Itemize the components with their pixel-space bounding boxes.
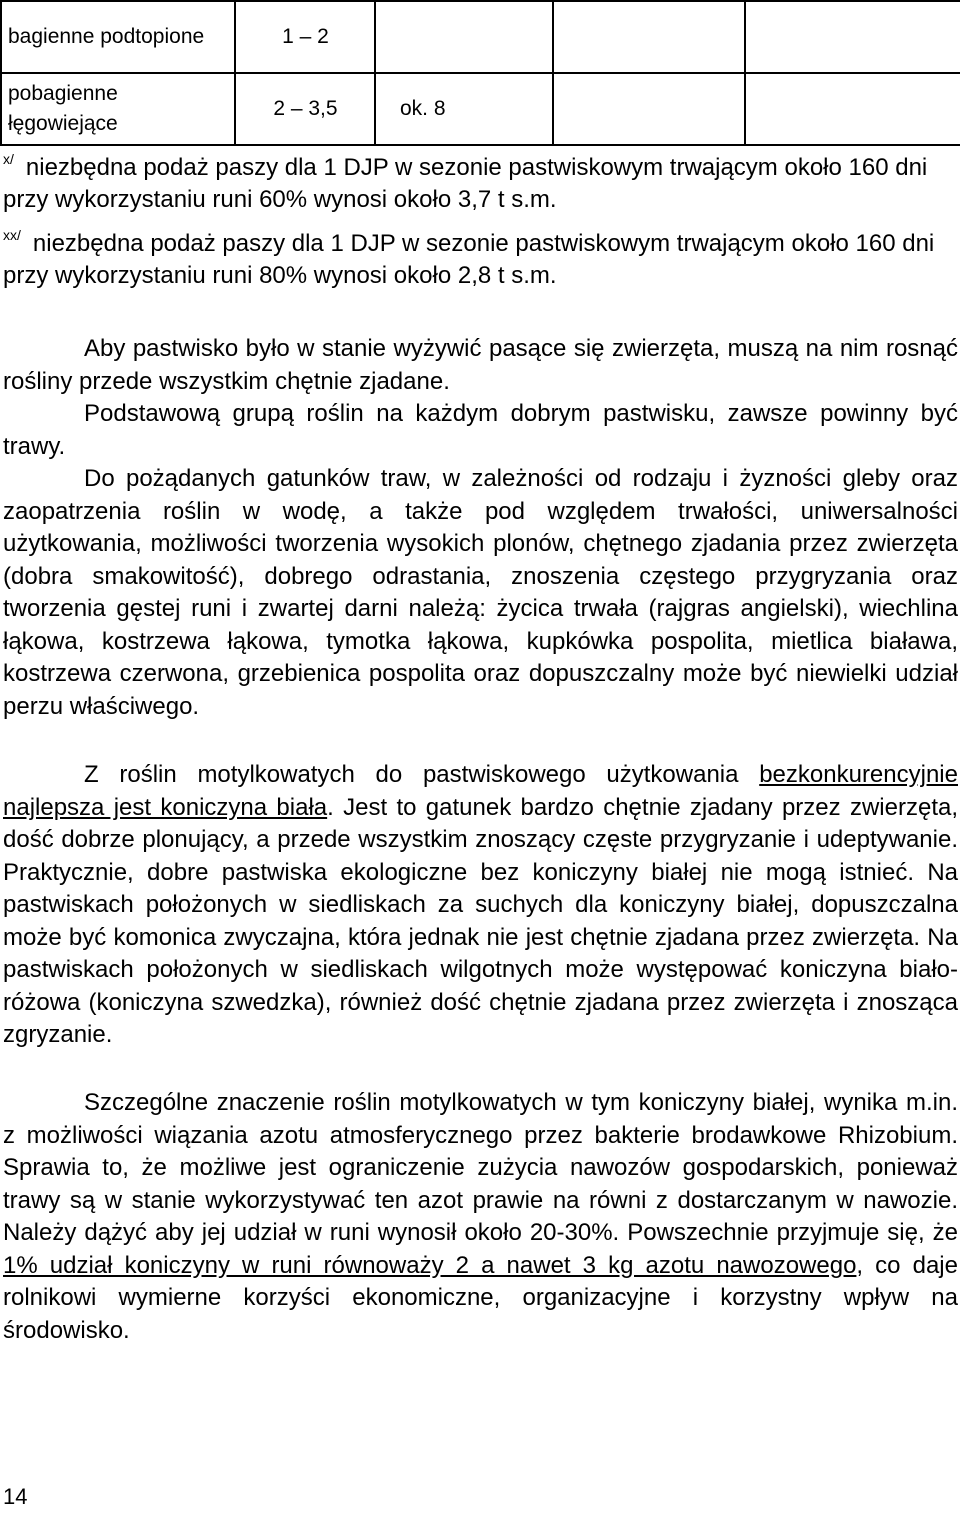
- footnote-mark: xx/: [3, 227, 21, 243]
- table-cell-empty: [745, 1, 960, 73]
- footnote-text: niezbędna podaż paszy dla 1 DJP w sezonie pastwiskowym trwającym około 160 dni przy wykorzystaniu runi 80% wynosi około 2,8 t s.m.: [3, 230, 935, 289]
- table-cell-extra: [375, 1, 552, 73]
- table-row: [1, 73, 960, 145]
- paragraph-1: [3, 333, 958, 398]
- table-cell-empty: [745, 73, 960, 145]
- table-cell-extra: [375, 73, 552, 145]
- table-cell-value: 2 – 3,5: [235, 73, 375, 145]
- table-cell-type: pobagienne łęgowiejące: [1, 73, 235, 145]
- yield-table: [0, 0, 960, 146]
- paragraph-text: Aby pastwisko było w stanie wyżywić pasące się zwierzęta, muszą na nim rosnąć rośliny przede wszystkim chętnie zjadane.: [3, 335, 958, 395]
- paragraph-text: Do pożądanych gatunków traw, w zależności od rodzaju i żyzności gleby oraz zaopatrzenia roślin w wodę, a także pod względem trwałości, uniwersalności użytkowania, możliwości tworzenia wysokich plonów, chętnego zjadania przez zwierzęta (dobra smakowitość), dobrego odrastania, znoszenia częstego przygryzania oraz tworzenia gęstej runi i zwartej darni należą: życica trwała (rajgras angielski), wiechlina łąkowa, kostrzewa łąkowa, tymotka łąkowa, kupkówka pospolita, mietlica biaława, kostrzewa czerwona, grzebienica pospolita oraz dopuszczalny może być niewielki udział perzu właściwego.: [3, 465, 958, 720]
- paragraph-text: Podstawową grupą roślin na każdym dobrym pastwisku, zawsze powinny być trawy.: [3, 400, 958, 460]
- table-cell-extra-text: ok. 8: [399, 97, 446, 120]
- table-cell-empty: [553, 1, 746, 73]
- table-row: [1, 1, 960, 73]
- table-cell-value: 1 – 2: [235, 1, 375, 73]
- paragraph-text: Z roślin motylkowatych do pastwiskowego użytkowania: [84, 761, 760, 788]
- paragraph-text: Szczególne znaczenie roślin motylkowatych w tym koniczyny białej, wynika m.in. z możliwości wiązania azotu atmosferycznego przez bakterie brodawkowe Rhizobium. Sprawia to, że możliwe jest ograniczenie zużycia nawozów gospodarskich, ponieważ trawy są w stanie wykorzystywać ten azot prawie na równi z dostarczanym w nawozie. Należy dążyć aby jej udział w runi wynosił około 20-30%. Powszechnie przyjmuje się, że: [3, 1089, 958, 1246]
- footnote-1: [3, 152, 958, 216]
- table-cell-empty: [553, 73, 746, 145]
- underlined-text: bezkonkurencyjnie najlepsza jest koniczyna biała: [3, 761, 958, 821]
- paragraph-text: , co daje rolnikowi wymierne korzyści ekonomiczne, organizacyjne i korzystny wpływ na środowisko.: [3, 1251, 958, 1344]
- page-number: 14: [3, 1484, 28, 1509]
- footnote-text: niezbędna podaż paszy dla 1 DJP w sezonie pastwiskowym trwającym około 160 dni przy wykorzystaniu runi 60% wynosi około 3,7 t s.m.: [3, 154, 928, 213]
- paragraph-4: [3, 759, 958, 1052]
- paragraph-text: . Jest to gatunek bardzo chętnie zjadany przez zwierzęta, dość dobrze plonujący, a przede wszystkim znoszący częste przygryzanie i udeptywanie. Praktycznie, dobre pastwiska ekologiczne bez koniczyny białej nie mogą istnieć. Na pastwiskach położonych w siedliskach za suchych dla koniczyny białej, dopuszczalna może być komonica zwyczajna, która jednak nie jest chętnie zjadana przez zwierzęta. Na pastwiskach położonych w siedliskach wilgotnych może występować koniczyna biało-różowa (koniczyna szwedzka), również dość chętnie zjadana przez zwierzęta i znosząca zgryzanie.: [3, 793, 959, 1048]
- paragraph-2: [3, 398, 958, 463]
- paragraph-3: [3, 463, 958, 723]
- table-cell-type: bagienne podtopione: [1, 1, 235, 73]
- footnote-mark: x/: [3, 151, 14, 167]
- underlined-text: 1% udział koniczyny w runi równoważy 2 a nawet 3 kg azotu nawozowego: [3, 1251, 857, 1279]
- footnote-2: [3, 228, 958, 292]
- paragraph-5: [3, 1087, 958, 1347]
